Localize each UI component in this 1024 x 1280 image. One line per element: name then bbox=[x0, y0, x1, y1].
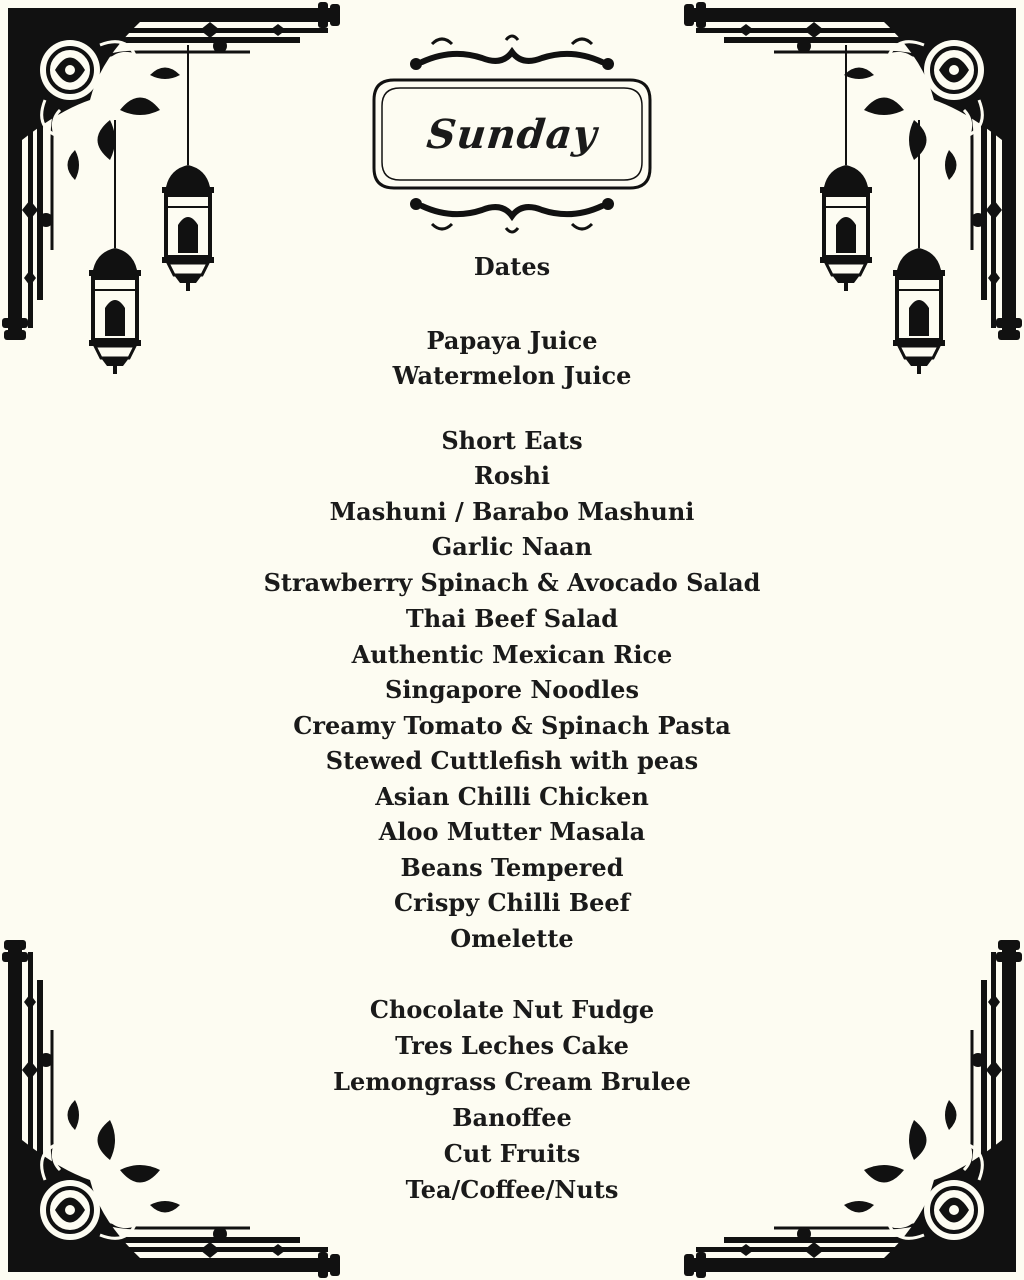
menu-item: Authentic Mexican Rice bbox=[351, 640, 673, 669]
menu-item: Watermelon Juice bbox=[392, 361, 632, 390]
menu-item: Chocolate Nut Fudge bbox=[369, 995, 655, 1024]
menu-item: Omelette bbox=[450, 924, 574, 953]
menu-item: Aloo Mutter Masala bbox=[378, 817, 646, 846]
menu-item: Asian Chilli Chicken bbox=[375, 782, 649, 811]
menu-item: Crispy Chilli Beef bbox=[394, 888, 630, 917]
ornate-corner-top-left bbox=[2, 2, 340, 340]
menu-item: Short Eats bbox=[441, 426, 583, 455]
menu-item: Beans Tempered bbox=[400, 853, 624, 882]
menu-item: Strawberry Spinach & Avocado Salad bbox=[263, 568, 761, 597]
hanging-lantern bbox=[893, 120, 945, 374]
menu-item: Creamy Tomato & Spinach Pasta bbox=[293, 711, 731, 740]
menu-item: Cut Fruits bbox=[443, 1139, 581, 1168]
menu-item: Tres Leches Cake bbox=[395, 1031, 629, 1060]
menu-item: Thai Beef Salad bbox=[405, 604, 619, 633]
menu-item: Singapore Noodles bbox=[385, 675, 639, 704]
menu-item: Lemongrass Cream Brulee bbox=[333, 1067, 691, 1096]
menu-title-frame bbox=[374, 75, 650, 193]
menu-item: Roshi bbox=[473, 461, 551, 490]
menu-item: Tea/Coffee/Nuts bbox=[405, 1175, 619, 1204]
menu-item: Dates bbox=[473, 252, 551, 281]
menu-title: Sunday bbox=[424, 110, 600, 158]
menu-item: Garlic Naan bbox=[431, 532, 593, 561]
menu-item: Papaya Juice bbox=[426, 326, 598, 355]
menu-item: Mashuni / Barabo Mashuni bbox=[329, 497, 695, 526]
hanging-lantern bbox=[820, 45, 872, 291]
menu-item: Banoffee bbox=[452, 1103, 572, 1132]
menu-item: Stewed Cuttlefish with peas bbox=[325, 746, 699, 775]
hanging-lantern bbox=[89, 120, 141, 374]
